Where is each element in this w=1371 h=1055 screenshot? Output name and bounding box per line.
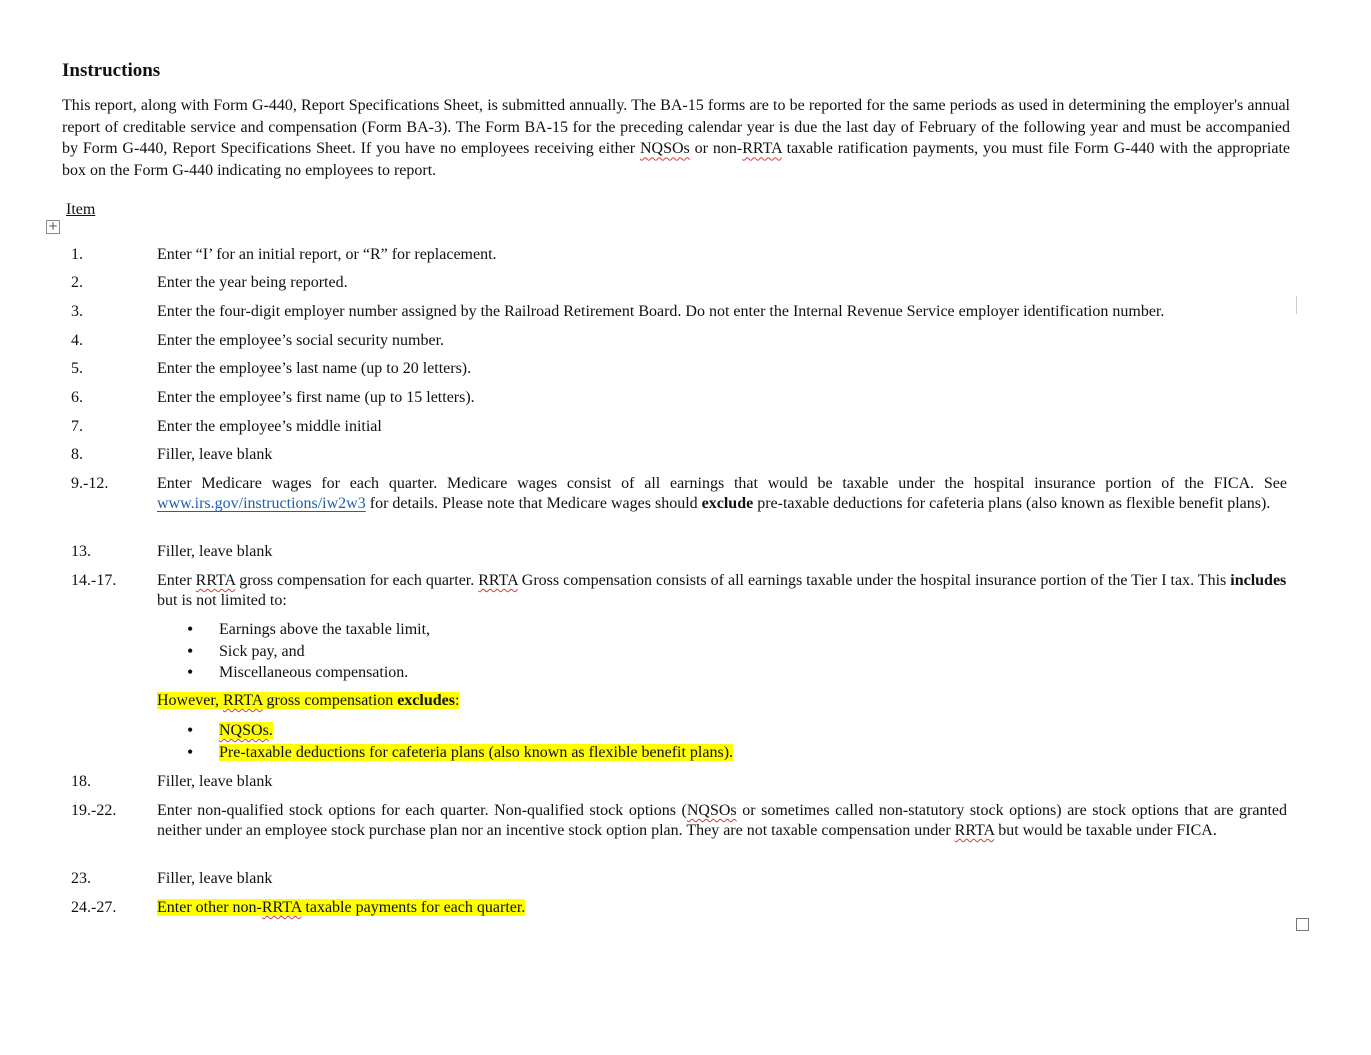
item-description: Filler, leave blank bbox=[157, 543, 273, 560]
item-description: Filler, leave blank bbox=[157, 773, 273, 790]
item-number: 23. bbox=[71, 870, 91, 887]
item-text: Enter other non- bbox=[157, 899, 262, 916]
list-item bbox=[187, 720, 733, 742]
item-text: gross compensation bbox=[262, 692, 398, 709]
irs-instructions-link[interactable]: www.irs.gov/instructions/iw2w3 bbox=[157, 495, 366, 512]
item-text: for details. Please note that Medicare wages should bbox=[365, 495, 702, 512]
item-number: 14.-17. bbox=[71, 572, 117, 589]
list-item-text: NQSOs bbox=[219, 722, 269, 739]
item-bold-text: excludes bbox=[397, 692, 455, 709]
item-text: gross compensation for each quarter. bbox=[235, 572, 479, 589]
includes-bullet-list bbox=[187, 619, 430, 684]
item-description: Enter the employee’s first name (up to 15 letters). bbox=[157, 389, 475, 406]
item-text: but would be taxable under FICA. bbox=[994, 822, 1217, 839]
item-description: Filler, leave blank bbox=[157, 446, 273, 463]
item-rrta: RRTA bbox=[223, 692, 263, 709]
list-item bbox=[187, 641, 430, 663]
item-number: 2. bbox=[71, 274, 83, 291]
excludes-bullet-list bbox=[187, 720, 733, 763]
item-rrta: RRTA bbox=[195, 572, 236, 589]
item-text: or sometimes called non-statutory stock options) are stock options that are granted neither under an employee stock purchase plan nor an incentive stock option plan. They are not taxable compensation under bbox=[157, 802, 1287, 839]
item-text: but is not limited to: bbox=[157, 592, 287, 609]
item-description: Enter the four-digit employer number assigned by the Railroad Retirement Board. Do not enter the Internal Revenue Service employer identification number. bbox=[157, 303, 1165, 320]
intro-text-1: This report, along with Form G-440, Report Specifications Sheet, is submitted annually. The BA-15 forms are to be reported for the same periods as used in determining the employer's annual report of creditable service and compensation (Form BA-3). The Form BA-15 for the preceding calendar year is due the last day of February of the following year and must be accompanied by Form G-440, Report Specifications Sheet. If you have no employees receiving either bbox=[62, 97, 1290, 158]
item-description: Enter the employee’s last name (up to 20 letters). bbox=[157, 360, 472, 377]
item-number: 6. bbox=[71, 389, 83, 406]
item-bold-text: exclude bbox=[701, 495, 754, 512]
item-text: taxable payments for each quarter. bbox=[301, 899, 526, 916]
intro-rrta: RRTA bbox=[742, 140, 782, 158]
list-item-text: Miscellaneous compensation. bbox=[219, 664, 409, 681]
item-column-header: Item bbox=[66, 201, 96, 218]
item-description: Enter the employee’s social security number. bbox=[157, 332, 445, 349]
list-item bbox=[187, 662, 430, 684]
table-move-handle-icon[interactable]: + bbox=[47, 219, 59, 233]
list-item-text: Earnings above the taxable limit, bbox=[219, 621, 431, 638]
document-body bbox=[62, 58, 1290, 182]
item-rrta: RRTA bbox=[261, 899, 302, 916]
item-text: However, bbox=[157, 692, 223, 709]
item-number: 9.-12. bbox=[71, 475, 109, 492]
list-item bbox=[187, 619, 430, 641]
item-number: 7. bbox=[71, 418, 83, 435]
item-number: 19.-22. bbox=[71, 802, 117, 819]
item-number: 18. bbox=[71, 773, 91, 790]
page-title: Instructions bbox=[62, 60, 161, 81]
list-item-text: . bbox=[268, 722, 273, 739]
item-rrta: RRTA bbox=[954, 822, 995, 839]
item-text: : bbox=[454, 692, 460, 709]
item-number: 5. bbox=[71, 360, 83, 377]
text-cursor bbox=[1296, 296, 1297, 314]
item-nqsos: NQSOs bbox=[686, 802, 737, 819]
item-description bbox=[157, 898, 1287, 918]
list-item bbox=[187, 742, 733, 764]
item-number: 8. bbox=[71, 446, 83, 463]
item-number: 4. bbox=[71, 332, 83, 349]
item-bold-text: includes bbox=[1230, 572, 1287, 589]
item-description: Enter “I’ for an initial report, or “R” for replacement. bbox=[157, 246, 497, 263]
intro-nqsos: NQSOs bbox=[639, 140, 690, 158]
item-number: 1. bbox=[71, 246, 83, 263]
list-item-text: Sick pay, and bbox=[219, 642, 305, 660]
item-description bbox=[157, 474, 1287, 514]
item-description bbox=[157, 801, 1287, 841]
item-rrta: RRTA bbox=[478, 572, 518, 589]
table-resize-handle-icon[interactable] bbox=[1296, 918, 1309, 931]
intro-text-3: taxable ratification payments, you must file Form G-440 with the appropriate box on the Form G-440 indicating no employees to report. bbox=[62, 140, 1290, 180]
item-description: Filler, leave blank bbox=[157, 870, 273, 887]
item-text: Enter non-qualified stock options for each quarter. Non-qualified stock options ( bbox=[157, 802, 687, 819]
item-description bbox=[157, 571, 1287, 611]
intro-paragraph bbox=[62, 95, 1290, 182]
item-number: 13. bbox=[71, 543, 91, 560]
item-number: 24.-27. bbox=[71, 899, 117, 916]
however-paragraph bbox=[157, 691, 459, 711]
item-text: Enter bbox=[157, 572, 196, 589]
intro-text-2: or non- bbox=[689, 140, 743, 158]
item-description: Enter the year being reported. bbox=[157, 274, 348, 291]
item-text: pre-taxable deductions for cafeteria plans (also known as flexible benefit plans). bbox=[753, 495, 1271, 512]
item-description: Enter the employee’s middle initial bbox=[157, 418, 382, 435]
item-text: Gross compensation consists of all earnings taxable under the hospital insurance portion of the Tier I tax. This bbox=[517, 572, 1231, 589]
item-number: 3. bbox=[71, 303, 83, 320]
item-text: Enter Medicare wages for each quarter. Medicare wages consist of all earnings that would be taxable under the hospital insurance portion of the FICA. See bbox=[157, 475, 1287, 492]
list-item-text: Pre-taxable deductions for cafeteria plans (also known as flexible benefit plans). bbox=[219, 743, 734, 761]
